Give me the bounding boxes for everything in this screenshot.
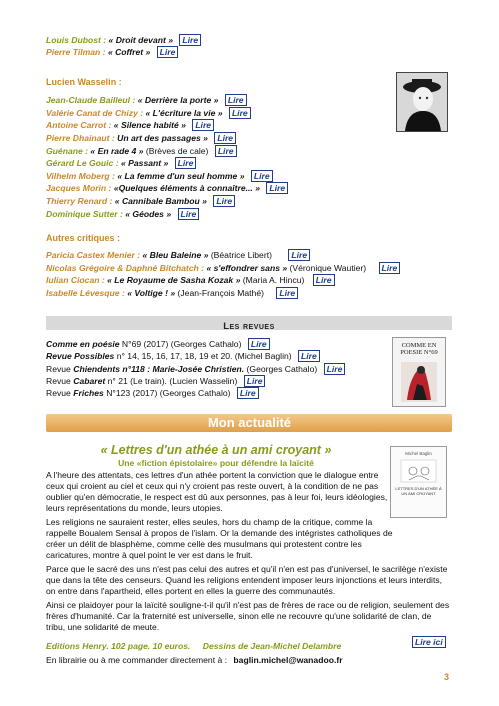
paragraph: Les religions ne sauraient rester, elles seules, hors du champ de la critique, comme la rappelle Boualem Sensal à propos de l'islam. Or la demande des intégristes catholiques de créer un délit de blasphème, comme celle des musulmans qui protestent contre les caricatures, montre à quel point le ver est dans le fruit. [46, 517, 393, 560]
book-title: « Passant » [120, 158, 169, 168]
author-name: Jacques Morin : [46, 183, 112, 193]
lire-link[interactable]: Lire [178, 208, 200, 220]
cover-author: Michel Baglin [405, 451, 432, 456]
revue-line [46, 350, 320, 362]
revue-detail: N°69 (2017) (Georges Cathalo) [119, 339, 242, 349]
review-line [46, 46, 178, 58]
revue-prefix: Revue [46, 376, 74, 386]
order-line [46, 655, 343, 666]
author-name: Pierre Tilman : [46, 47, 106, 57]
paragraph: Ainsi ce plaidoyer pour la laïcité souligne-t-il qu'il n'est pas de frères de race ou de religion, seulement des frères d'humanité. Car la fraternité est universelle, sinon elle ne recouvre qu'une solidarité de clan, de tribu, une solidarité de meute. [46, 600, 450, 632]
paragraph: Parce que le sacré des uns n'est pas celui des autres et qu'il n'en est pas d'universel, le sacrilège n'existe que dans la tête des censeurs. Quand les religions entendent imposer leurs injonctions et leurs interdits, on entre dans l'apartheid, elles portent en elles la guerre des communautés. [46, 564, 448, 596]
actualite-heading: Mon actualité [207, 415, 292, 430]
revue-detail: n° 21 (Le train). (Lucien Wasselin) [105, 376, 238, 386]
review-line [46, 107, 251, 119]
lire-link[interactable]: Lire [225, 94, 247, 106]
revue-name: Chiendents [73, 364, 121, 374]
author-name: Valérie Canat de Chizy : [46, 108, 144, 118]
review-extra: (Jean-François Mathé) [177, 288, 264, 298]
lire-link[interactable]: Lire [313, 274, 335, 286]
revue-detail: n°118 : Marie-Josée Christien. [120, 364, 245, 374]
review-line [46, 249, 310, 261]
author-name: Guénane : [46, 146, 89, 156]
review-line [46, 195, 235, 207]
author-photo [396, 72, 448, 132]
book-title: « En rade 4 » [90, 146, 144, 156]
review-line [46, 157, 196, 169]
revue-name: Friches [73, 388, 104, 398]
review-extra: (Béatrice Libert) [210, 250, 272, 260]
book-title: « Cannibale Bambou » [114, 196, 207, 206]
review-extra: (Maria A. Hincu) [242, 275, 305, 285]
book-title: « Le Royaume de Sasha Kozak » [107, 275, 241, 285]
review-line [46, 145, 237, 157]
revues-heading: Les revues [223, 321, 275, 332]
lire-link[interactable]: Lire [324, 363, 346, 375]
book-title: « L'écriture la vie » [145, 108, 223, 118]
lire-ici-wrap [412, 636, 446, 648]
author-name: Iulian Ciocan : [46, 275, 105, 285]
illustrator-info: Dessins de Jean-Michel Delambre [202, 641, 342, 651]
revue-line [46, 338, 270, 350]
lire-link[interactable]: Lire [192, 119, 214, 131]
page-number: 3 [444, 672, 450, 682]
author-name: Nicolas Grégoire & Daphné Bitchatch : [46, 263, 205, 273]
review-line [46, 34, 201, 46]
revue-detail: N°123 (2017) (Georges Cathalo) [103, 388, 231, 398]
review-line [46, 274, 335, 286]
review-line [46, 132, 236, 144]
book-cover-image [390, 446, 447, 518]
revue-cover-image [392, 337, 446, 407]
lire-link[interactable]: Lire [379, 262, 401, 274]
lire-link[interactable]: Lire [179, 34, 201, 46]
book-title: « Silence habité » [113, 120, 186, 130]
book-title: « s'effondrer sans » [206, 263, 288, 273]
author-name: Jean-Claude Bailleul : [46, 95, 136, 105]
editions-line [46, 641, 341, 652]
author-name: Dominique Sutter : [46, 209, 123, 219]
review-extra: (Véronique Wautier) [289, 263, 367, 273]
revue-name: Revue Possibles [46, 351, 115, 361]
revues-band [46, 316, 452, 330]
author-name: Antoine Carrot : [46, 120, 112, 130]
book-title: Un art des passages » [117, 133, 208, 143]
book-title: « Droit devant » [108, 35, 174, 45]
lire-link[interactable]: Lire [237, 387, 259, 399]
book-subtitle: Une «fiction épistolaire» pour défendre la laïcité [118, 458, 314, 468]
revue-extra: (Georges Cathalo) [244, 364, 318, 374]
author-name: Pierre Dhainaut : [46, 133, 115, 143]
section-heading-autres: Autres critiques : [46, 233, 121, 243]
book-title: « Coffret » [107, 47, 151, 57]
lire-link[interactable]: Lire [213, 195, 235, 207]
editions-info: Editions Henry. 102 page. 10 euros. [46, 641, 191, 651]
lire-link[interactable]: Lire [157, 46, 179, 58]
book-title: « Voltige ! » [127, 288, 176, 298]
lire-ici-link[interactable]: Lire ici [412, 636, 446, 648]
review-line [46, 182, 288, 194]
book-title-main: « Lettres d'un athée à un ami croyant » [100, 443, 332, 457]
order-text: En librairie ou à me commander directement à : [46, 655, 228, 665]
paragraph: A l'heure des attentats, ces lettres d'un athée portent la conviction que le dialogue entre ceux qui croient au ciel et ceux qui n'y croient pas reste ouvert, à la condition de ne pas oublier qu'en démocratie, le respect est dû aux personnes, pas à leur foi, leurs idéologies, leurs représentations du monde, leurs utopies. [46, 470, 388, 513]
lire-link[interactable]: Lire [288, 249, 310, 261]
review-line [46, 170, 273, 182]
lire-link[interactable]: Lire [248, 338, 270, 350]
author-name: Paricia Castex Menier : [46, 250, 141, 260]
lire-link[interactable]: Lire [215, 145, 237, 157]
revue-line [46, 387, 259, 399]
lire-link[interactable]: Lire [175, 157, 197, 169]
author-name: Vilhelm Moberg : [46, 171, 115, 181]
revue-prefix: Revue [46, 388, 74, 398]
book-title: «Quelques éléments à connaître... » [113, 183, 260, 193]
revue-prefix: Revue [46, 364, 74, 374]
review-line [46, 208, 199, 220]
revue-line [46, 363, 345, 375]
lire-link[interactable]: Lire [266, 182, 288, 194]
author-name: Gérard Le Gouic : [46, 158, 119, 168]
lire-link[interactable]: Lire [229, 107, 251, 119]
review-line [46, 287, 298, 299]
revue-line [46, 375, 265, 387]
cover-title: LETTRES D'UN ATHÉE À UN AMI CROYANT [395, 486, 442, 496]
lire-link[interactable]: Lire [251, 170, 273, 182]
review-line [46, 262, 400, 274]
author-name: Thierry Renard : [46, 196, 113, 206]
revue-name: Comme en poésie [46, 339, 120, 349]
revue-detail: n° 14, 15, 16, 17, 18, 19 et 20. (Michel Baglin) [114, 351, 292, 361]
author-name: Isabelle Lévesque : [46, 288, 125, 298]
lire-link[interactable]: Lire [244, 375, 266, 387]
lire-link[interactable]: Lire [214, 132, 236, 144]
cover-text: COMME EN POESIE N°69 [400, 342, 438, 356]
book-title: « Géodes » [125, 209, 172, 219]
email-link[interactable]: baglin.michel@wanadoo.fr [233, 655, 343, 665]
author-name: Louis Dubost : [46, 35, 107, 45]
review-line [46, 94, 247, 106]
review-line [46, 119, 214, 131]
review-extra: (Brèves de cale) [145, 146, 209, 156]
book-title: « Bleu Baleine » [142, 250, 209, 260]
lire-link[interactable]: Lire [276, 287, 298, 299]
book-title: « Derrière la porte » [137, 95, 219, 105]
book-title: « La femme d'un seul homme » [117, 171, 245, 181]
revue-name: Cabaret [73, 376, 106, 386]
section-heading-wasselin: Lucien Wasselin : [46, 77, 122, 87]
lire-link[interactable]: Lire [298, 350, 320, 362]
